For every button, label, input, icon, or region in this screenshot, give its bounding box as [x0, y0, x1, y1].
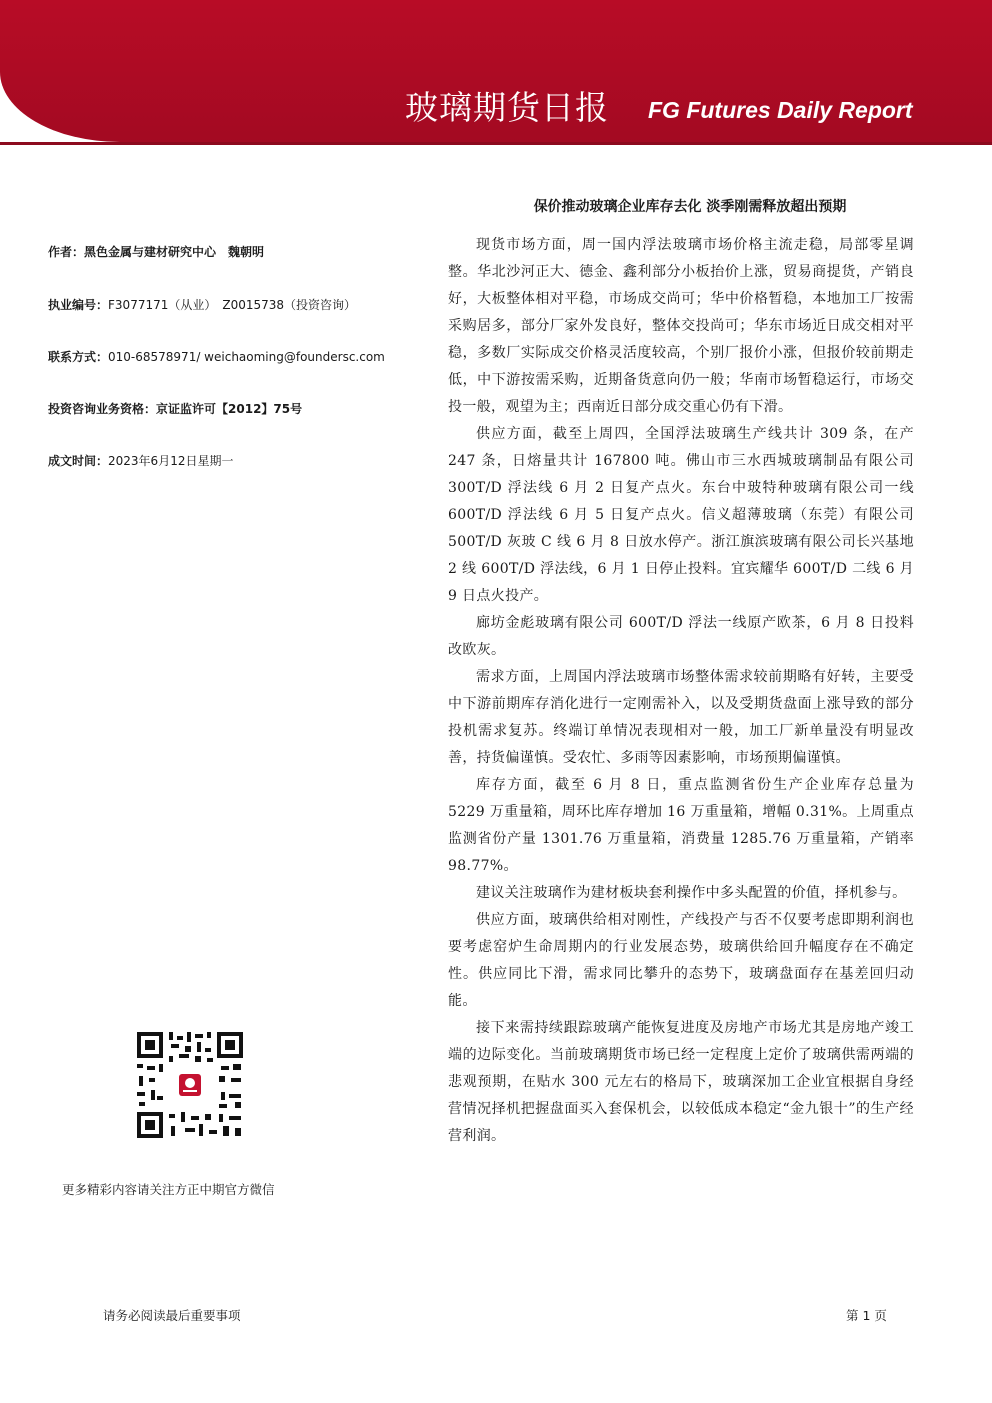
meta-value: F3077171（从业） Z0015738（投资咨询） — [108, 298, 357, 312]
qr-caption: 更多精彩内容请关注方正中期官方微信 — [62, 1182, 275, 1197]
page-number: 第 1 页 — [846, 1308, 887, 1323]
meta-contact — [48, 348, 385, 366]
article-body — [448, 232, 914, 1150]
article-headline: 保价推动玻璃企业库存去化 淡季刚需释放超出预期 — [533, 199, 847, 215]
meta-value: 黑色金属与建材研究中心 魏朝明 — [84, 245, 265, 259]
meta-label: 执业编号： — [48, 298, 109, 312]
report-title-cn: 玻璃期货日报 — [405, 88, 609, 127]
meta-author — [48, 243, 264, 261]
body-paragraph: 库存方面，截至 6 月 8 日，重点监测省份生产企业库存总量为 5229 万重量箱，周环比库存增加 16 万重量箱，增幅 0.31%。上周重点监测省份产量 1301.76 万重量箱，消费量 1285.76 万重量箱，产销率 98.77%。 — [448, 777, 914, 874]
meta-license — [48, 296, 356, 314]
body-paragraph: 廊坊金彪玻璃有限公司 600T/D 浮法一线原产欧茶，6 月 8 日投料改欧灰。 — [448, 615, 914, 658]
body-paragraph: 接下来需持续跟踪玻璃产能恢复进度及房地产市场尤其是房地产竣工端的边际变化。当前玻璃期货市场已经一定程度上定价了玻璃供需两端的悲观预期，在贴水 300 元左右的格局下，玻璃深加工企业宜根据自身经营情况择机把握盘面买入套保机会，以较低成本稳定“金九银十”的生产经营利润。 — [448, 1020, 914, 1144]
meta-value: 010-68578971/ weichaoming@foundersc.com — [108, 350, 385, 364]
body-paragraph: 建议关注玻璃作为建材板块套利操作中多头配置的价值，择机参与。 — [476, 885, 907, 901]
header-divider — [0, 142, 992, 145]
meta-label: 联系方式： — [48, 350, 109, 364]
body-paragraph: 供应方面，玻璃供给相对刚性，产线投产与否不仅要考虑即期利润也要考虑窑炉生命周期内的行业发展态势，玻璃供给回升幅度存在不确定性。供应同比下滑，需求同比攀升的态势下，玻璃盘面存在基差回归动能。 — [448, 912, 914, 1009]
meta-date — [48, 452, 233, 470]
report-title-en: FG Futures Daily Report — [648, 97, 913, 123]
qr-code-icon — [135, 1030, 245, 1140]
meta-qualification — [48, 400, 302, 418]
body-paragraph: 供应方面，截至上周四，全国浮法玻璃生产线共计 309 条，在产 247 条，日熔量共计 167800 吨。佛山市三水西城玻璃制品有限公司 300T/D 浮法线 6 月 2 日复产点火。东台中玻特种玻璃有限公司一线 600T/D 浮法线 6 月 5 日复产点火。信义超薄玻璃（东莞）有限公司 500T/D 灰玻 C 线 6 月 8 日放水停产。浙江旗滨玻璃有限公司长兴基地 2 线 600T/D 浮法线，6 月 1 日停止投料。宜宾耀华 600T/D 二线 6 月 9 日点火投产。 — [448, 426, 914, 604]
footer-notice: 请务必阅读最后重要事项 — [103, 1308, 241, 1323]
body-paragraph: 现货市场方面，周一国内浮法玻璃市场价格主流走稳，局部零星调整。华北沙河正大、德金、鑫利部分小板抬价上涨，贸易商提货，产销良好，大板整体相对平稳，市场成交尚可；华中价格暂稳，本地加工厂按需采购居多，部分厂家外发良好，整体交投尚可；华东市场近日成交相对平稳，多数厂实际成交价格灵活度较高，个别厂报价小涨，但报价较前期走低，中下游按需采购，近期备货意向仍一般；华南市场暂稳运行，市场交投一般，观望为主；西南近日部分成交重心仍有下滑。 — [448, 237, 914, 415]
meta-value: 2023年6月12日星期一 — [108, 454, 234, 468]
meta-label: 作者： — [48, 245, 85, 259]
body-paragraph: 需求方面，上周国内浮法玻璃市场整体需求较前期略有好转，主要受中下游前期库存消化进行一定刚需补入，以及受期货盘面上涨导致的部分投机需求复苏。终端订单情况表现相对一般，加工厂新单量没有明显改善，持货偏谨慎。受农忙、多雨等因素影响，市场预期偏谨慎。 — [448, 669, 914, 766]
meta-label: 成文时间： — [48, 454, 109, 468]
meta-label: 投资咨询业务资格： — [48, 402, 157, 416]
meta-value: 京证监许可【2012】75号 — [156, 402, 303, 416]
